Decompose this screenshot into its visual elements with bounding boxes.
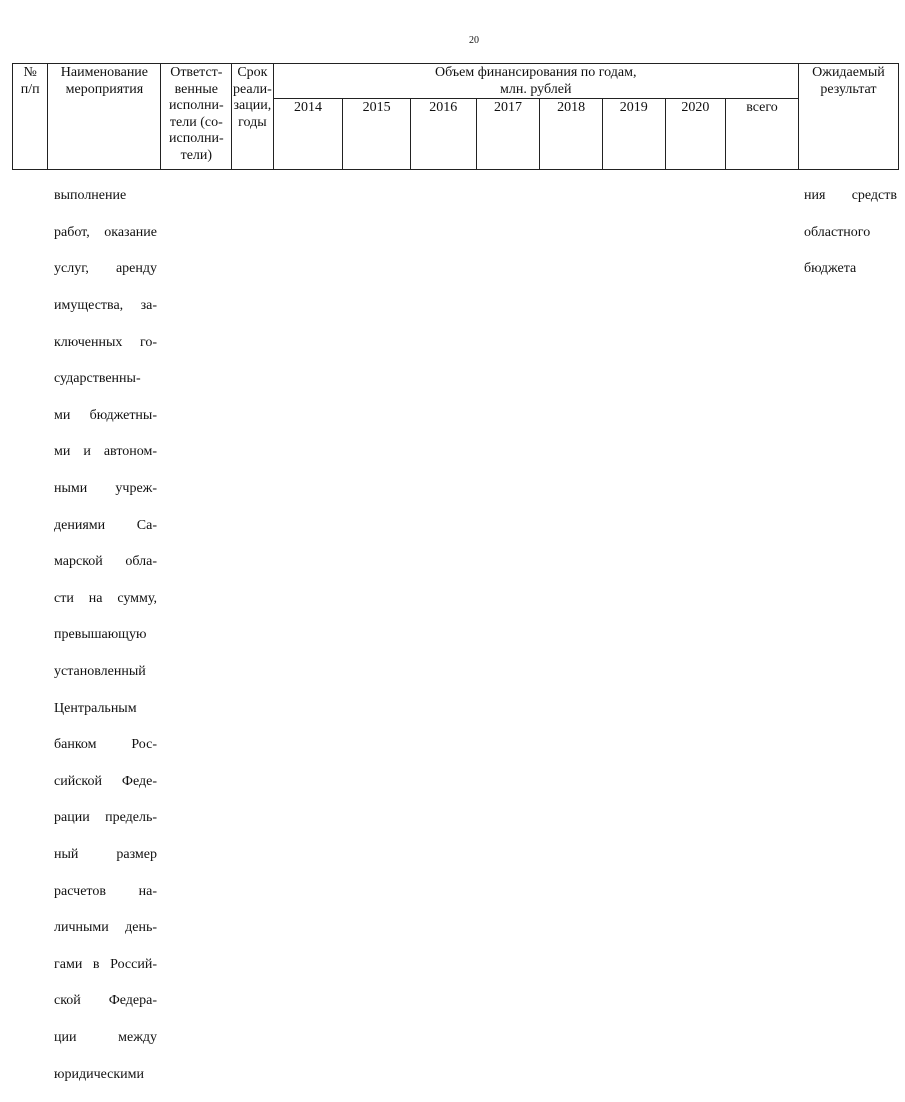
name-line: дениями Са- xyxy=(54,517,157,533)
header-year-2018: 2018 xyxy=(540,99,603,170)
header-year-2020: 2020 xyxy=(665,99,726,170)
header-responsible: Ответст- венные исполни- тели (со- исполни- тели) xyxy=(161,64,232,170)
header-year-2017: 2017 xyxy=(476,99,540,170)
header-num: № п/п xyxy=(13,64,48,170)
name-line: юридическими xyxy=(54,1066,145,1082)
result-line: бюджета xyxy=(804,261,857,277)
header-year-2016: 2016 xyxy=(410,99,476,170)
name-line: сударственны- xyxy=(54,371,141,387)
name-line: Центральным xyxy=(54,700,137,716)
header-year-2015: 2015 xyxy=(343,99,411,170)
header-name: Наименование мероприятия xyxy=(48,64,161,170)
header-funding-title: Объем финансирования по годам, млн. рублей xyxy=(273,64,798,99)
name-line: рации предель- xyxy=(54,810,157,826)
header-table xyxy=(12,63,899,170)
name-line: сийской Феде- xyxy=(54,773,157,789)
result-line: ния средств xyxy=(804,188,897,204)
name-line: ми и автоном- xyxy=(54,444,157,460)
name-line: ный размер xyxy=(54,846,157,862)
name-line: сти на сумму, xyxy=(54,590,157,606)
header-period: Срок реали- зации, годы xyxy=(232,64,273,170)
header-result: Ожидаемый результат xyxy=(798,64,898,170)
name-line: превышающую xyxy=(54,627,147,643)
name-line: ции между xyxy=(54,1029,157,1045)
header-year-total: всего xyxy=(726,99,799,170)
name-line: ными учреж- xyxy=(54,481,157,497)
name-line: марской обла- xyxy=(54,554,157,570)
name-line: гами в Россий- xyxy=(54,956,157,972)
name-line: имущества, за- xyxy=(54,298,157,314)
name-line: ской Федера- xyxy=(54,993,157,1009)
name-line: выполнение xyxy=(54,188,127,204)
page-number: 20 xyxy=(469,35,479,46)
header-year-2014: 2014 xyxy=(273,99,343,170)
name-line: банком Рос- xyxy=(54,737,157,753)
name-line: ключенных го- xyxy=(54,334,157,350)
name-line: работ, оказание xyxy=(54,224,157,240)
continued-name-text xyxy=(54,169,157,1102)
name-line: расчетов на- xyxy=(54,883,157,899)
name-line: ми бюджетны- xyxy=(54,407,157,423)
result-line: областного xyxy=(804,224,871,240)
name-line: личными день- xyxy=(54,920,157,936)
continued-result-text xyxy=(804,169,897,297)
header-year-2019: 2019 xyxy=(602,99,665,170)
name-line: установленный xyxy=(54,664,146,680)
name-line: услуг, аренду xyxy=(54,261,157,277)
